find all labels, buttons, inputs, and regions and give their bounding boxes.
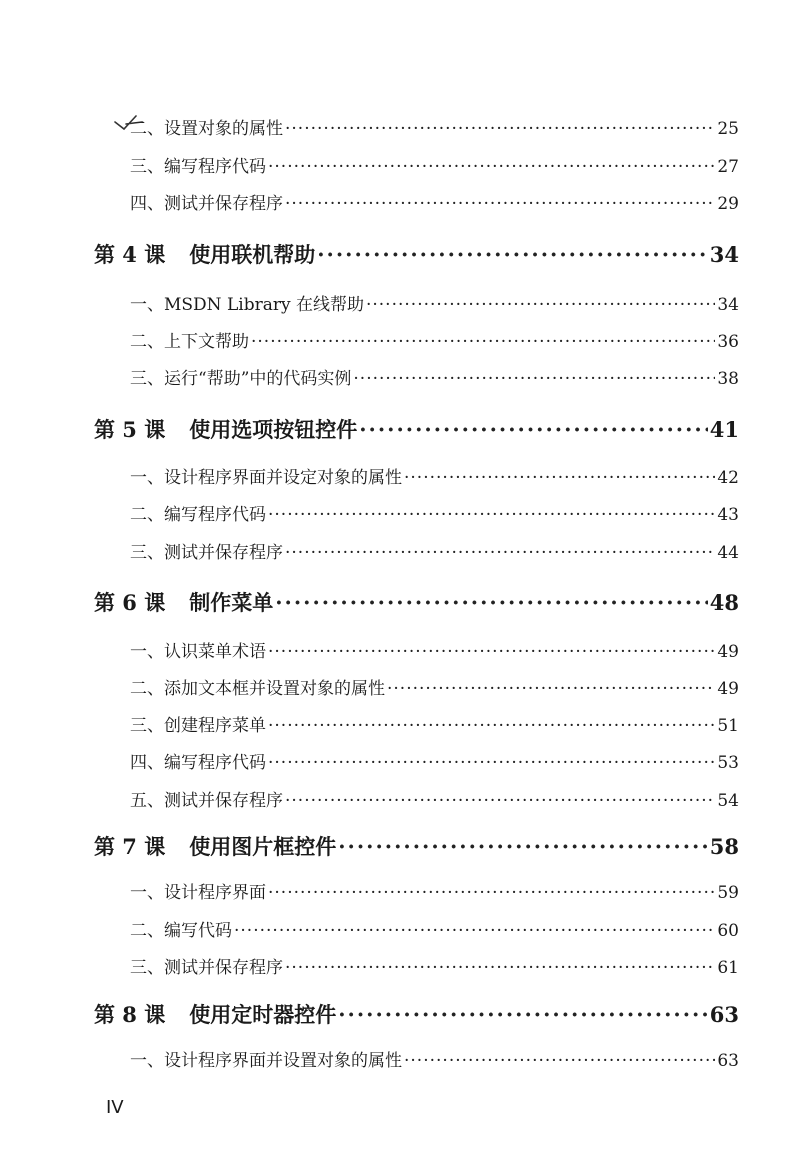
dot-leader <box>404 1051 715 1071</box>
toc-entry[interactable] <box>130 538 739 563</box>
dot-leader <box>285 194 715 214</box>
entry-number: 三、 <box>130 157 164 177</box>
lesson-number: 第 6 课 <box>94 590 166 615</box>
entry-title: 测试并保存程序 <box>164 194 283 214</box>
entry-title: 运行“帮助”中的代码实例 <box>164 369 352 389</box>
lesson-page: 34 <box>709 242 739 267</box>
dot-leader <box>285 958 715 978</box>
entry-number: 三、 <box>130 716 164 736</box>
dot-leader <box>268 753 715 773</box>
entry-page: 44 <box>717 543 739 563</box>
entry-page: 27 <box>717 157 739 177</box>
entry-number: 一、 <box>130 1051 164 1071</box>
dot-leader <box>387 679 715 699</box>
entry-number: 五、 <box>130 791 164 811</box>
entry-number: 四、 <box>130 194 164 214</box>
entry-title: 添加文本框并设置对象的属性 <box>164 679 385 699</box>
entry-page: 63 <box>717 1051 739 1071</box>
entry-page: 29 <box>717 194 739 214</box>
dot-leader <box>268 716 715 736</box>
entry-title: 编写程序代码 <box>164 157 266 177</box>
entry-title: 认识菜单术语 <box>164 642 266 662</box>
lesson-title: 使用图片框控件 <box>189 834 337 859</box>
toc-entry[interactable] <box>130 1046 739 1071</box>
dot-leader <box>234 921 715 941</box>
entry-title: 测试并保存程序 <box>164 958 283 978</box>
toc-entry[interactable] <box>130 189 739 214</box>
entry-title: 上下文帮助 <box>164 332 249 352</box>
dot-leader <box>359 417 708 442</box>
entry-number: 四、 <box>130 753 164 773</box>
toc-entry[interactable] <box>130 637 739 662</box>
toc-lesson-heading[interactable] <box>94 587 739 617</box>
toc-entry[interactable] <box>130 953 739 978</box>
dot-leader <box>275 590 708 615</box>
toc-lesson-heading[interactable] <box>94 831 739 861</box>
entry-number: 二、 <box>130 119 164 139</box>
dot-leader <box>285 119 715 139</box>
entry-page: 25 <box>717 119 739 139</box>
dot-leader <box>338 834 708 859</box>
entry-page: 42 <box>717 468 739 488</box>
dot-leader <box>268 157 715 177</box>
entry-number: 三、 <box>130 958 164 978</box>
toc-entry[interactable] <box>130 500 739 525</box>
toc-entry[interactable] <box>130 290 739 315</box>
dot-leader <box>366 295 715 315</box>
toc-entry[interactable] <box>130 674 739 699</box>
lesson-number: 第 4 课 <box>94 242 166 267</box>
entry-number: 二、 <box>130 332 164 352</box>
dot-leader <box>268 883 715 903</box>
lesson-number: 第 7 课 <box>94 834 166 859</box>
entry-title: 设计程序界面并设置对象的属性 <box>164 1051 402 1071</box>
toc-lesson-heading[interactable] <box>94 414 739 444</box>
entry-page: 49 <box>717 679 739 699</box>
entry-number: 一、 <box>130 883 164 903</box>
dot-leader <box>251 332 715 352</box>
entry-number: 二、 <box>130 679 164 699</box>
entry-page: 60 <box>717 921 739 941</box>
lesson-page: 63 <box>709 1002 739 1027</box>
entry-page: 49 <box>717 642 739 662</box>
toc-entry[interactable] <box>130 786 739 811</box>
lesson-page: 48 <box>709 590 739 615</box>
dot-leader <box>404 468 715 488</box>
entry-page: 38 <box>717 369 739 389</box>
toc-lesson-heading[interactable] <box>94 239 739 269</box>
dot-leader <box>285 791 715 811</box>
dot-leader <box>353 369 715 389</box>
lesson-number: 第 5 课 <box>94 417 166 442</box>
entry-title: 设置对象的属性 <box>164 119 283 139</box>
lesson-page: 58 <box>709 834 739 859</box>
toc-lesson-heading[interactable] <box>94 999 739 1029</box>
entry-page: 36 <box>717 332 739 352</box>
entry-title: 编写程序代码 <box>164 753 266 773</box>
toc-entry[interactable] <box>130 327 739 352</box>
entry-number: 一、 <box>130 468 164 488</box>
entry-page: 59 <box>717 883 739 903</box>
lesson-title: 使用选项按钮控件 <box>189 417 358 442</box>
entry-title: 编写程序代码 <box>164 505 266 525</box>
entry-title: 测试并保存程序 <box>164 791 283 811</box>
entry-title: 测试并保存程序 <box>164 543 283 563</box>
dot-leader <box>268 642 715 662</box>
dot-leader <box>338 1002 708 1027</box>
entry-number: 一、 <box>130 642 164 662</box>
toc-entry[interactable] <box>130 364 739 389</box>
lesson-title: 使用定时器控件 <box>189 1002 337 1027</box>
lesson-number: 第 8 课 <box>94 1002 166 1027</box>
entry-title: 创建程序菜单 <box>164 716 266 736</box>
entry-page: 43 <box>717 505 739 525</box>
page-number: IV <box>106 1097 124 1118</box>
entry-page: 34 <box>717 295 739 315</box>
dot-leader <box>268 505 715 525</box>
dot-leader <box>285 543 715 563</box>
toc-entry[interactable] <box>130 748 739 773</box>
toc-entry[interactable] <box>130 711 739 736</box>
entry-page: 51 <box>717 716 739 736</box>
entry-title: 设计程序界面 <box>164 883 266 903</box>
entry-number: 三、 <box>130 543 164 563</box>
entry-title: 设计程序界面并设定对象的属性 <box>164 468 402 488</box>
toc-entry[interactable] <box>130 916 739 941</box>
lesson-page: 41 <box>709 417 739 442</box>
lesson-title: 制作菜单 <box>189 590 274 615</box>
toc-entry[interactable] <box>130 152 739 177</box>
entry-number: 二、 <box>130 921 164 941</box>
toc-entry[interactable] <box>130 878 739 903</box>
entry-page: 53 <box>717 753 739 773</box>
entry-page: 61 <box>717 958 739 978</box>
entry-number: 三、 <box>130 369 164 389</box>
dot-leader <box>317 242 708 267</box>
entry-number: 二、 <box>130 505 164 525</box>
lesson-title: 使用联机帮助 <box>189 242 316 267</box>
toc-entry[interactable] <box>130 463 739 488</box>
entry-number: 一、 <box>130 295 164 315</box>
entry-page: 54 <box>717 791 739 811</box>
entry-title: MSDN Library 在线帮助 <box>164 295 364 315</box>
entry-title: 编写代码 <box>164 921 232 941</box>
toc-entry[interactable] <box>130 114 739 139</box>
